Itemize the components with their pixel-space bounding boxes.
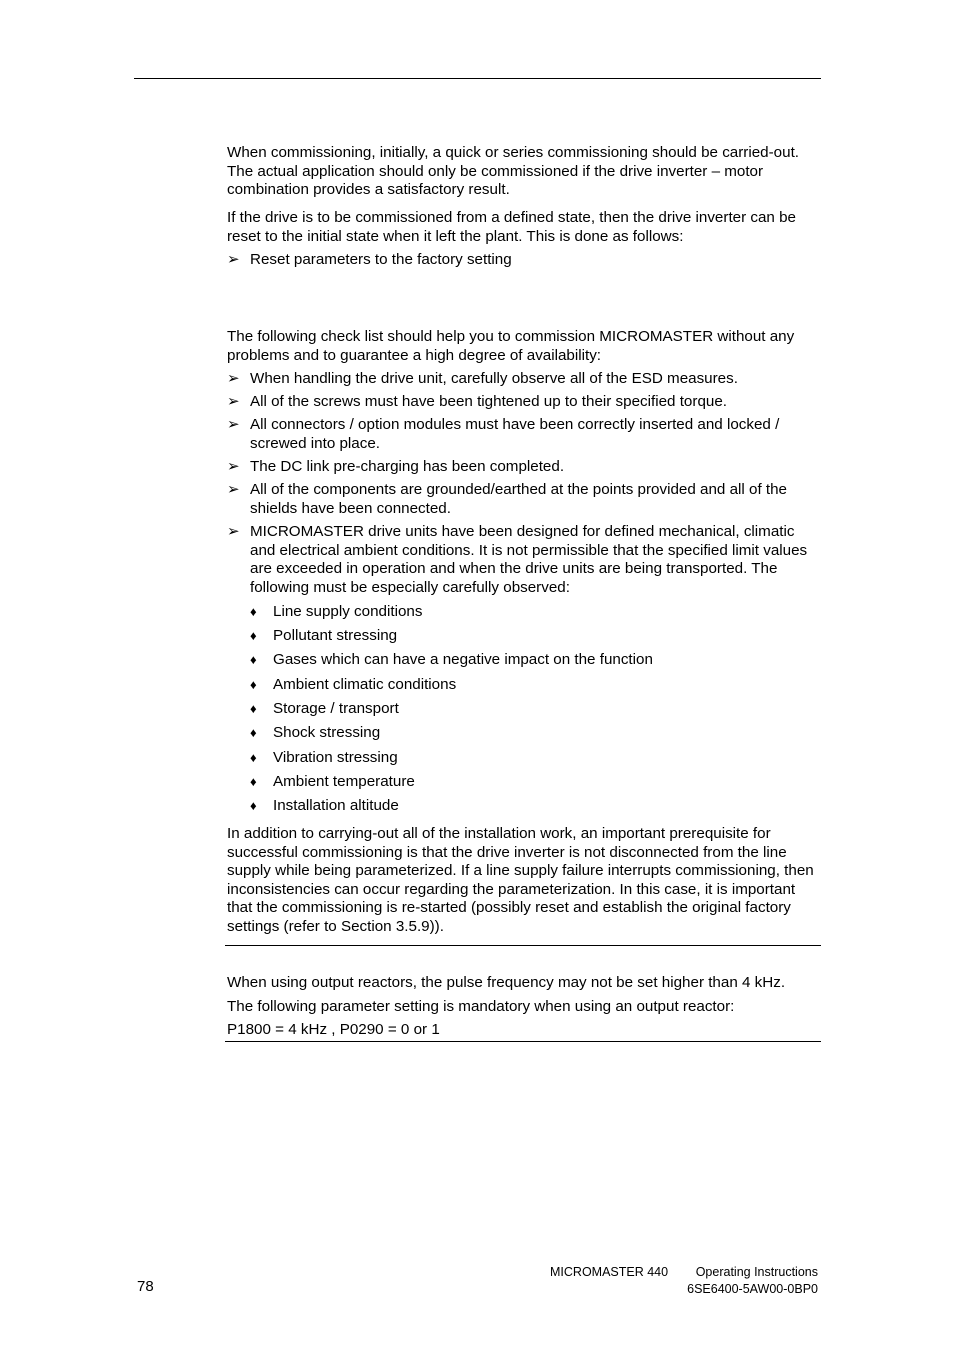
page-number: 78 — [137, 1278, 154, 1295]
sub-item-text: Shock stressing — [273, 724, 381, 741]
diamond-bullet-icon: ♦ — [250, 774, 257, 789]
intro-bullet-text: Reset parameters to the factory setting — [250, 251, 512, 268]
footer-doc-type: Operating Instructions — [695, 1265, 818, 1279]
header-rule — [134, 78, 821, 79]
diamond-bullet-icon: ♦ — [250, 628, 257, 643]
sub-item-text: Vibration stressing — [273, 749, 398, 766]
sub-item-text: Pollutant stressing — [273, 627, 398, 644]
arrow-bullet-icon: ➢ — [227, 458, 240, 475]
arrow-bullet-icon: ➢ — [227, 393, 240, 410]
diamond-bullet-icon: ♦ — [250, 701, 257, 716]
arrow-bullet-icon: ➢ — [227, 370, 240, 387]
note-bottom-rule — [225, 1041, 821, 1042]
arrow-bullet-icon: ➢ — [227, 416, 240, 433]
footer-product: MICROMASTER 440 — [550, 1265, 669, 1279]
checklist-item-text: All connectors / option modules must have been correctly inserted and locked / screwed into place. — [250, 416, 780, 452]
checklist-item-text: MICROMASTER drive units have been designed for defined mechanical, climatic and electrical ambient conditions. It is not permissible that the specified limit values are exceeded in operation and when the drive units are being transported. The following must be especially carefully observed: — [250, 523, 808, 596]
checklist-item-text: The DC link pre-charging has been completed. — [250, 458, 565, 475]
sub-item-text: Gases which can have a negative impact on the function — [273, 651, 653, 668]
sub-item-text: Installation altitude — [273, 797, 399, 814]
note-line-3: P1800 = 4 kHz , P0290 = 0 or 1 — [227, 1021, 440, 1038]
note-top-rule — [225, 945, 821, 946]
checklist-intro: The following check list should help you to commission MICROMASTER without any problems and to guarantee a high degree of availability: — [227, 328, 795, 364]
diamond-bullet-icon: ♦ — [250, 798, 257, 813]
arrow-bullet-icon: ➢ — [227, 481, 240, 498]
checklist-item-text: When handling the drive unit, carefully observe all of the ESD measures. — [250, 370, 738, 387]
sub-item-text: Ambient climatic conditions — [273, 676, 457, 693]
diamond-bullet-icon: ♦ — [250, 725, 257, 740]
arrow-bullet-icon: ➢ — [227, 523, 240, 540]
diamond-bullet-icon: ♦ — [250, 677, 257, 692]
diamond-bullet-icon: ♦ — [250, 604, 257, 619]
note-line-1: When using output reactors, the pulse frequency may not be set higher than 4 kHz. — [227, 974, 786, 991]
intro-paragraph-2: If the drive is to be commissioned from a defined state, then the drive inverter can be reset to the initial state when it left the plant. This is done as follows: — [227, 209, 796, 245]
sub-item-text: Storage / transport — [273, 700, 399, 717]
diamond-bullet-icon: ♦ — [250, 750, 257, 765]
diamond-bullet-icon: ♦ — [250, 652, 257, 667]
arrow-bullet-icon: ➢ — [227, 251, 240, 268]
sub-item-text: Line supply conditions — [273, 603, 423, 620]
checklist-closing: In addition to carrying-out all of the installation work, an important prerequisite for successful commissioning is that the drive inverter is not disconnected from the line supply while being parameterized. If a line supply failure interrupts commissioning, then inconsistencies can occur regarding the parameterization. In this case, it is important that the commissioning is re-started (possibly reset and establish the original factory settings (refer to Section 3.5.9)). — [227, 825, 814, 935]
footer-order-number: 6SE6400-5AW00-0BP0 — [687, 1282, 818, 1296]
sub-item-text: Ambient temperature — [273, 773, 415, 790]
checklist-item-text: All of the components are grounded/earthed at the points provided and all of the shields have been connected. — [250, 481, 787, 517]
note-line-2: The following parameter setting is mandatory when using an output reactor: — [227, 998, 735, 1015]
checklist-item-text: All of the screws must have been tightened up to their specified torque. — [250, 393, 727, 410]
intro-paragraph-1: When commissioning, initially, a quick or series commissioning should be carried-out. The actual application should only be commissioned if the drive inverter – motor combination provides a satisfactory result. — [227, 144, 800, 199]
